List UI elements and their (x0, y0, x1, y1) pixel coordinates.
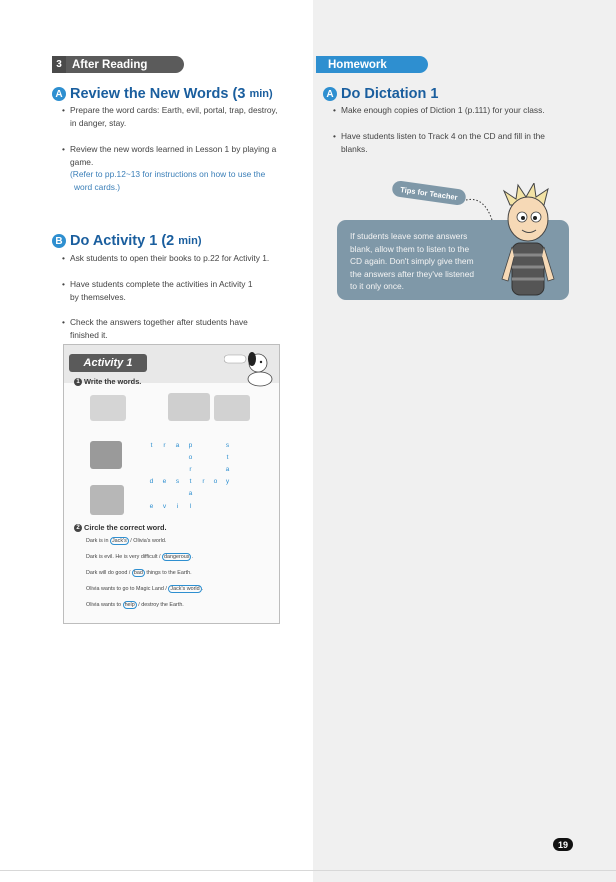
section-bar-homework (316, 56, 428, 73)
activity-duration-num: (2 (161, 233, 175, 249)
letter-badge-b: B (52, 234, 66, 248)
clue-picture-1 (90, 395, 126, 421)
sentence-4: Olivia wants to go to Magic Land / Jack's world . (86, 586, 204, 592)
clue-picture-2 (168, 393, 210, 421)
activity-book-title: Activity 1 (69, 354, 147, 372)
activity-title: Do Activity 1 (70, 233, 158, 249)
homework-title: Homework (316, 56, 428, 73)
part2-heading: 2 Circle the correct word. (74, 523, 167, 532)
part1-number-icon: 1 (74, 378, 82, 386)
dictation-bullet-1: • Make enough copies of Diction 1 (p.111) for your class. (333, 105, 545, 115)
section-title: After Reading (66, 56, 184, 73)
answer-circle: help (124, 602, 135, 608)
review-duration-unit: min) (249, 88, 273, 100)
section-bar-after-reading (52, 56, 184, 73)
clue-picture-5 (90, 485, 124, 515)
review-title: Review the New Words (70, 86, 229, 102)
review-heading (52, 86, 273, 102)
review-duration-num: (3 (232, 86, 246, 102)
review-bullet-2: • Review the new words learned in Lesson 1 by playing a game. (Refer to pp.12~13 for instructions on how to use the word cards.) (62, 143, 307, 193)
activity-heading (52, 233, 202, 249)
answer-circle: dangerous (164, 554, 190, 560)
activity-bullet-2: • Have students complete the activities in Activity 1 by themselves. (62, 279, 253, 302)
dictation-heading (323, 86, 438, 102)
answer-circle: Jack's world (170, 586, 200, 592)
part2-number-icon: 2 (74, 524, 82, 532)
tips-tag: Tips for Teacher (391, 180, 467, 206)
activity-duration-unit: min) (178, 235, 202, 247)
sentence-5: Olivia wants to help / destroy the Earth. (86, 602, 184, 608)
part1-heading: 1 Write the words. (74, 377, 141, 386)
dictation-title: Do Dictation 1 (341, 86, 439, 102)
sentence-1: Dark is in Jack's / Olivia's world. (86, 538, 167, 544)
sentence-3: Dark will do good / bad things to the Earth. (86, 570, 192, 576)
letter-badge-a: A (323, 87, 337, 101)
answer-circle: Jack's (111, 538, 127, 544)
activity-bullet-1: • Ask students to open their books to p.22 for Activity 1. (62, 253, 270, 263)
review-bullet-1: • Prepare the word cards: Earth, evil, portal, trap, destroy, in danger, stay. (62, 105, 278, 128)
sentence-2: Dark is evil. He is very difficult / dangerous . (86, 554, 193, 560)
tips-text: If students leave some answers blank, allow them to listen to the CD again. Don't simply give them the answers after they've listened to it only once. (350, 231, 475, 292)
answer-circle: bad (133, 570, 143, 576)
bottom-divider (0, 870, 616, 871)
dictation-bullet-2: • Have students listen to Track 4 on the CD and fill in the blanks. (333, 131, 545, 154)
section-number: 3 (52, 56, 66, 73)
teacher-boy-character-icon (496, 183, 562, 303)
activity-book-thumbnail: Activity 1 1 Write the words. t r a p s o t r a d e s t r o y a e v i l 2 Circle the correct word. Dark is in Jack's / Olivia's world. Dark is evil. He is very difficult / dangerous . Dark will do good / bad things to the Earth. Olivia wants to go to Magic Land / Jack's world . Olivia wants to help / destroy the Earth. (63, 344, 280, 624)
letter-badge-a: A (52, 87, 66, 101)
activity-bullet-3: • Check the answers together after students have finished it. (62, 317, 248, 340)
review-reference: (Refer to pp.12~13 for instructions on how to use the (70, 169, 266, 179)
clue-picture-3 (214, 395, 250, 421)
dog-mascot-icon (224, 349, 276, 389)
page-number: 19 (553, 838, 573, 851)
dotted-connector-icon (466, 196, 496, 224)
clue-picture-4 (90, 441, 122, 469)
